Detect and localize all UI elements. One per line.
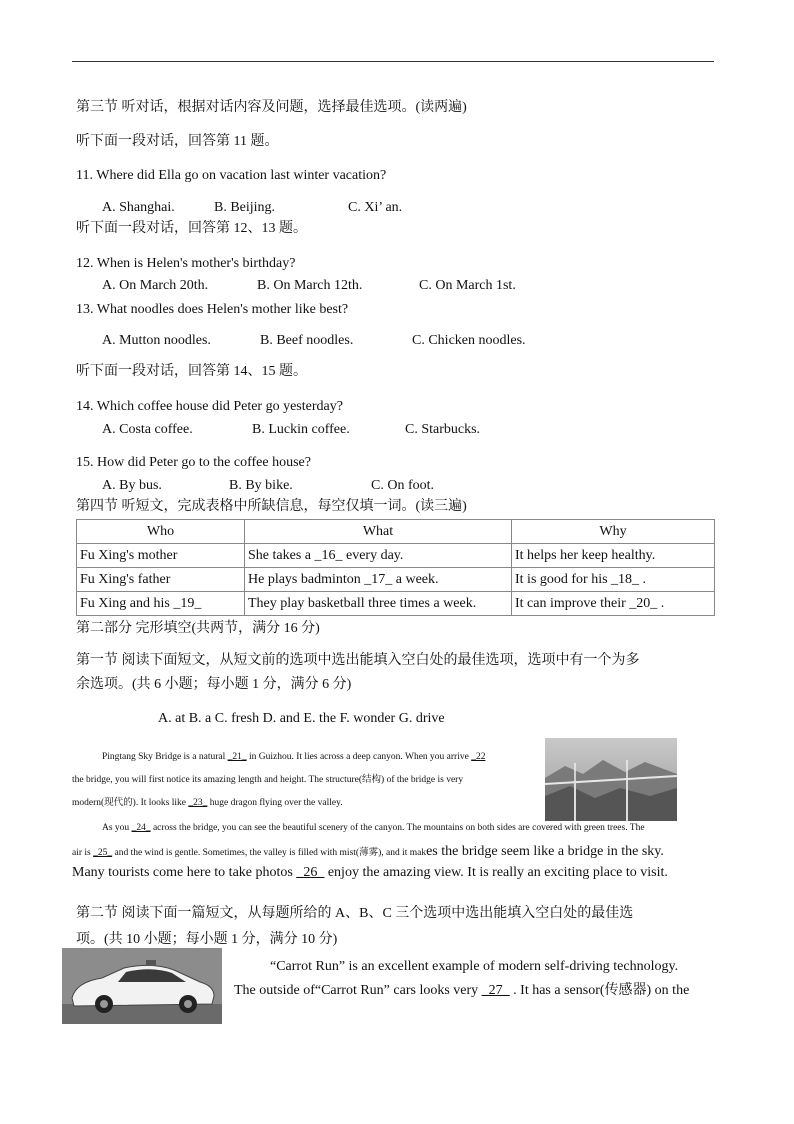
- cell-who: Fu Xing's father: [77, 568, 245, 592]
- q12-option-b: B. On March 12th.: [257, 278, 363, 293]
- cell-who: Fu Xing and his _19_: [77, 592, 245, 616]
- part2-s2-instructions-line2: 项。(共 10 小题；每小题 1 分，满分 10 分): [76, 932, 338, 947]
- q13-option-c: C. Chicken noodles.: [412, 333, 526, 348]
- info-table: [76, 519, 715, 616]
- q11-option-a: A. Shanghai.: [102, 200, 175, 215]
- intro-12-13: 听下面一段对话，回答第 12、13 题。: [76, 221, 307, 236]
- table-row: [77, 544, 715, 568]
- cell-what: They play basketball three times a week.: [245, 592, 512, 616]
- blank-27[interactable]: _27_: [481, 983, 510, 998]
- cell-what: She takes a _16_ every day.: [245, 544, 512, 568]
- q13-option-b: B. Beef noodles.: [260, 333, 354, 348]
- text: As you: [102, 823, 132, 833]
- text: enjoy the amazing view. It is really an exciting place to visit.: [324, 865, 668, 880]
- q12-option-a: A. On March 20th.: [102, 278, 209, 293]
- word-options: A. at B. a C. fresh D. and E. the F. wonder G. drive: [158, 711, 445, 726]
- table-header-row: [77, 520, 715, 544]
- table-row: [77, 568, 715, 592]
- passage2-line1: [102, 822, 645, 834]
- q12-option-c: C. On March 1st.: [419, 278, 516, 293]
- question-11: 11. Where did Ella go on vacation last winter vacation?: [76, 168, 387, 183]
- q15-option-c: C. On foot.: [371, 478, 434, 493]
- text: es the bridge seem like a bridge in the sky.: [426, 844, 664, 859]
- car-photo: [62, 948, 222, 1024]
- q14-option-c: C. Starbucks.: [405, 422, 481, 437]
- part2-s2-instructions-line1: 第二节 阅读下面一篇短文，从每题所给的 A、B、C 三个选项中选出能填入空白处的最佳选: [76, 906, 634, 921]
- header-what: What: [245, 520, 512, 544]
- header-who: Who: [77, 520, 245, 544]
- text: and the wind is gentle. Sometimes, the valley is filled with mist(薄雾), and it mak: [112, 848, 427, 858]
- part2-s1-instructions-line2: 余选项。(共 6 小题；每小题 1 分，满分 6 分): [76, 677, 352, 692]
- section3-heading: 第三节 听对话，根据对话内容及问题，选择最佳选项。(读两遍): [76, 100, 467, 115]
- blank-22[interactable]: _22: [471, 752, 486, 762]
- cell-what: He plays badminton _17_ a week.: [245, 568, 512, 592]
- header-why: Why: [512, 520, 715, 544]
- section4-heading: 第四节 听短文，完成表格中所缺信息，每空仅填一词。(读三遍): [76, 499, 467, 514]
- text: in Guizhou. It lies across a deep canyon. When you arrive: [246, 752, 472, 762]
- part2-s1-instructions-line1: 第一节 阅读下面短文，从短文前的选项中选出能填入空白处的最佳选项，选项中有一个为多: [76, 653, 640, 668]
- text: air is: [72, 848, 94, 858]
- blank-24[interactable]: _24_: [131, 823, 151, 833]
- text: huge dragon flying over the valley.: [207, 798, 343, 808]
- text: Pingtang Sky Bridge is a natural: [102, 752, 228, 762]
- question-12: 12. When is Helen's mother's birthday?: [76, 256, 296, 271]
- passage1-line3: [72, 797, 343, 809]
- q15-option-b: B. By bike.: [229, 478, 293, 493]
- question-14: 14. Which coffee house did Peter go yesterday?: [76, 399, 343, 414]
- question-15: 15. How did Peter go to the coffee house?: [76, 455, 311, 470]
- top-rule: [72, 61, 714, 62]
- blank-23[interactable]: _23_: [188, 798, 208, 808]
- q11-option-c: C. Xi’ an.: [348, 200, 403, 215]
- question-13: 13. What noodles does Helen's mother like best?: [76, 302, 349, 317]
- cell-why: It is good for his _18_ .: [512, 568, 715, 592]
- cell-why: It helps her keep healthy.: [512, 544, 715, 568]
- cell-who: Fu Xing's mother: [77, 544, 245, 568]
- intro-14-15: 听下面一段对话，回答第 14、15 题。: [76, 364, 307, 379]
- bridge-photo: [545, 738, 677, 821]
- text: Many tourists come here to take photos: [72, 865, 297, 880]
- passage2-line2: [72, 846, 664, 859]
- passage1-line2: the bridge, you will first notice its amazing length and height. The structure(结构) of the bridge is very: [72, 775, 464, 785]
- text: modern(现代的). It looks like: [72, 798, 189, 808]
- intro-11: 听下面一段对话，回答第 11 题。: [76, 134, 279, 149]
- passage3-line2: [234, 982, 689, 1000]
- cell-why: It can improve their _20_ .: [512, 592, 715, 616]
- table-row: [77, 592, 715, 616]
- q15-option-a: A. By bus.: [102, 478, 162, 493]
- blank-21[interactable]: _21_: [227, 752, 247, 762]
- passage1-line1: [102, 751, 485, 763]
- q11-option-b: B. Beijing.: [214, 200, 276, 215]
- q14-option-b: B. Luckin coffee.: [252, 422, 350, 437]
- blank-26[interactable]: _26_: [296, 865, 325, 880]
- text: across the bridge, you can see the beautiful scenery of the canyon. The mountains on both sides are covered with green trees. The: [150, 823, 645, 833]
- passage3-line1: “Carrot Run” is an excellent example of modern self-driving technology.: [270, 959, 679, 974]
- text: The outside of“Carrot Run” cars looks very: [234, 983, 482, 998]
- q14-option-a: A. Costa coffee.: [102, 422, 193, 437]
- blank-25[interactable]: _25_: [93, 848, 113, 858]
- passage2-line3: [72, 864, 668, 882]
- bridge-image: [545, 738, 677, 821]
- q13-option-a: A. Mutton noodles.: [102, 333, 211, 348]
- part2-heading: 第二部分 完形填空(共两节，满分 16 分): [76, 621, 320, 636]
- text: . It has a sensor(传感器) on the: [509, 983, 690, 998]
- car-image: [62, 948, 222, 1024]
